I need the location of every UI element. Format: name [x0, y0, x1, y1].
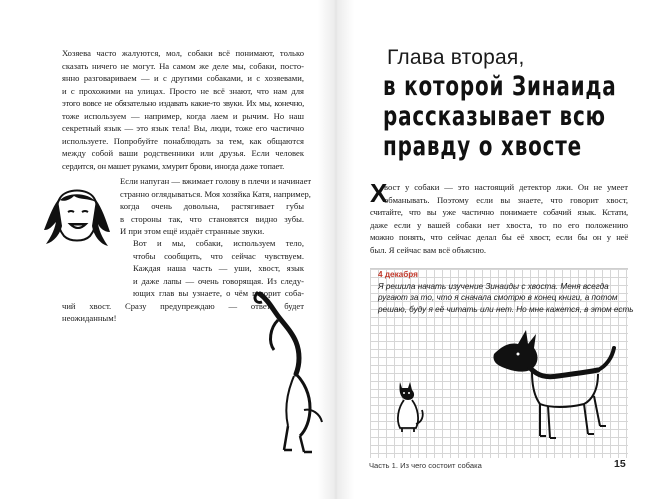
text-line: чий хвост. Сразу предупреждаю — ответ будет — [62, 300, 304, 311]
text-line: странно оглядываться. Моя хозяйка Катя, например, — [120, 188, 311, 199]
text-line: Если напуган — вжимает голову в плечи и начинает — [120, 176, 312, 186]
text-line: секретный язык — это язык тела! Вы, люди, тоже его частично — [62, 123, 304, 133]
text-line: между собой ваши родственники или друзья. Если человек — [62, 148, 304, 158]
text-line: Вот и мы, собаки, используем тело, — [133, 238, 304, 248]
text-line: можно понять, что сейчас делал бы её хвост, если бы он у неё — [370, 232, 628, 243]
text-line: сказать ничего не могут. На самом же деле мы, собаки, посто- — [62, 60, 304, 71]
chapter-title-line: в которой Зинаида — [383, 71, 617, 102]
text-line: Хозяева часто жалуются, мол, собаки всё понимают, только — [62, 48, 304, 58]
notebook-date: 4 декабря — [378, 270, 418, 279]
text-line: чтобы сообщить, что сейчас чувствуем. — [133, 250, 304, 261]
text-line: был. Я сейчас вам всё объясню. — [370, 244, 487, 255]
chapter-title-line: правду о хвосте — [383, 131, 582, 162]
chapter-title-line: рассказывает всю — [383, 101, 606, 132]
text-line: обманывать. Поэтому если вы знаете, что говорит хвост, — [384, 194, 628, 205]
text-line: и с прохожими на улицах. Просто не всё знают, что нам для — [62, 85, 304, 96]
girl-face-drawing — [38, 186, 118, 258]
text-line: используете. Попробуйте понаблюдать за тем, как общаются — [62, 135, 304, 146]
text-line: ющих глав вы узнаете, о чём говорит соба- — [133, 288, 304, 298]
chapter-label: Глава вторая, — [387, 46, 525, 69]
notebook-line: решаю, буду я её читать или нет. Но мне кажется, в этом есть — [378, 304, 634, 314]
cat-drawing — [388, 376, 428, 436]
drop-cap: Х — [370, 178, 388, 208]
left-paragraph-2 — [120, 175, 312, 238]
text-line: когда очень довольна, растягивает губы — [120, 201, 304, 211]
text-line: сердится, он машет руками, хмурит брови, иногда даже топает. — [62, 160, 285, 171]
text-line: тоже используем — например, когда лаем и рычим. Но наш — [62, 110, 304, 121]
text-line: даже если у вашей собаки нет хвоста, то по его положению — [370, 219, 628, 230]
dog-silhouette-drawing — [238, 290, 328, 460]
notebook-line: ругают за то, что я сначала смотрю в конец книги, а потом — [378, 293, 618, 303]
text-line: вост у собаки — это настоящий детектор лжи. Он не умеет — [384, 182, 628, 192]
text-line: Каждая наша часть — уши, хвост, язык — [133, 263, 304, 273]
dog-standing-drawing — [488, 326, 620, 446]
page-number: 15 — [614, 458, 626, 470]
left-paragraph-1 — [62, 47, 304, 172]
right-paragraph — [370, 178, 628, 257]
text-line: считайте, что вы уже частично понимаете собачий язык. Кстати, — [370, 207, 628, 218]
notebook-line: Я решила начать изучение Зинаиды с хвоста. Меня всегда — [378, 281, 609, 291]
text-line: этого вовсе не обязательно издавать какие-то звуки. Их мы, конечно, — [62, 98, 304, 108]
running-footer: Часть 1. Из чего состоит собака — [369, 461, 482, 470]
notebook-entry — [378, 269, 634, 315]
text-line: и даже лапы — очень говорящая. Из следу- — [133, 275, 304, 286]
text-line: неожиданным! — [62, 313, 117, 323]
text-line: в стороны так, что становятся видно зубы. — [120, 213, 304, 224]
text-line: янно разговариваем — и с другими собаками, и с хозяевами, — [62, 73, 304, 83]
text-line: И при этом ещё издаёт странные звуки. — [120, 226, 265, 236]
chapter-title — [383, 71, 617, 162]
